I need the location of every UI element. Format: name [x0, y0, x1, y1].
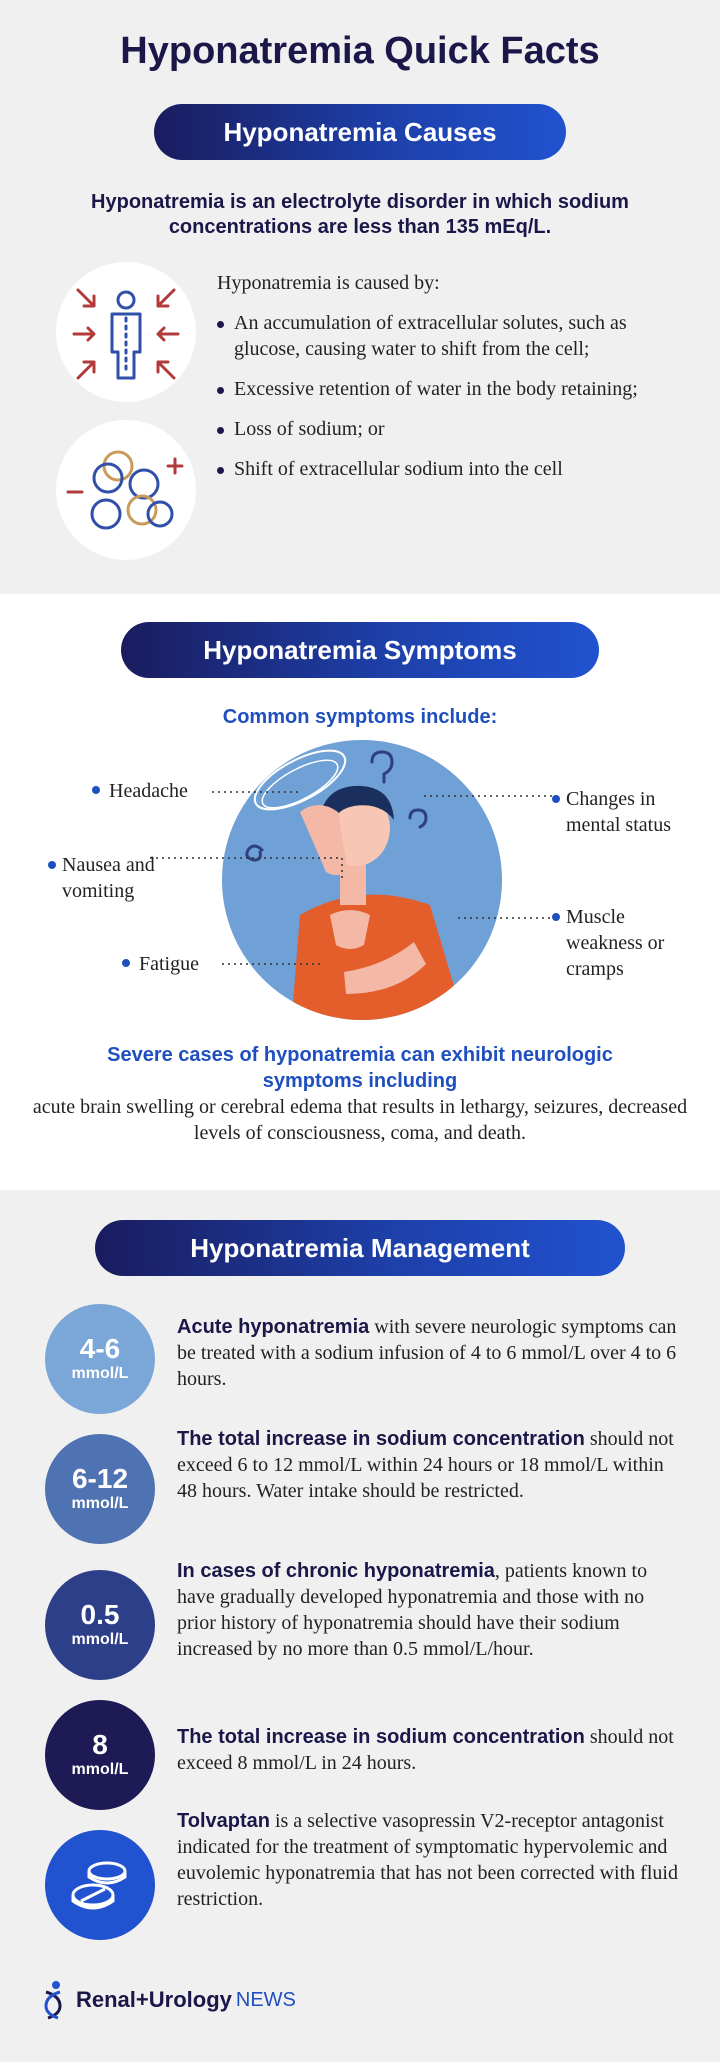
bullet-dot: [122, 959, 130, 967]
publisher-logo: [38, 1980, 296, 2020]
management-text: [177, 1808, 687, 1912]
body-pressure-icon: [56, 262, 196, 402]
management-text: [177, 1314, 687, 1392]
molecules-icon: [56, 420, 196, 560]
pills-icon: [65, 1855, 135, 1915]
symptom-headache: [92, 778, 188, 804]
bullet-dot: [92, 786, 100, 794]
management-bold: In cases of chronic hyponatremia: [177, 1560, 495, 1582]
management-text: [177, 1724, 687, 1776]
badge-value: 4-6: [79, 1333, 121, 1364]
logo-figure-icon: [38, 1980, 68, 2020]
symptom-muscle: [552, 904, 672, 982]
management-text: [177, 1426, 687, 1504]
logo-brand: Renal+Urology: [76, 1987, 232, 2012]
management-body: is a selective vasopressin V2-receptor antagonist indicated for the treatment of symptomatic hypervolemic and euvolemic hyponatremia that has not been corrected with fluid restriction.: [177, 1810, 678, 1910]
causes-list: [217, 310, 677, 496]
dose-badge: [45, 1304, 155, 1414]
management-bold: Tolvaptan: [177, 1810, 270, 1832]
bullet-dot: [48, 861, 56, 869]
symptom-label: Muscle weakness or cramps: [566, 906, 665, 980]
logo-suffix: NEWS: [235, 1988, 296, 2011]
causes-lead: Hyponatremia is an electrolyte disorder in which sodium concentrations are less than 135 mEq/L.: [91, 191, 629, 238]
badge-value: 0.5: [80, 1599, 120, 1630]
dose-badge: [45, 1700, 155, 1810]
management-text: [177, 1558, 687, 1662]
management-body: should not exceed 6 to 12 mmol/L within 24 hours or 18 mmol/L within 48 hours. Water intake should be restricted.: [177, 1428, 674, 1502]
management-body: , patients known to have gradually developed hyponatremia and those with no prior history of hyponatremia should have their sodium increased by no more than 0.5 mmol/L/hour.: [177, 1560, 648, 1660]
list-item: Shift of extracellular sodium into the cell: [217, 456, 677, 482]
management-body: should not exceed 8 mmol/L in 24 hours.: [177, 1726, 674, 1774]
management-heading: Hyponatremia Management: [95, 1220, 625, 1276]
badge-unit: mmol/L: [71, 1365, 129, 1382]
symptom-fatigue: [122, 951, 199, 977]
symptom-label: Headache: [109, 780, 188, 802]
symptoms-heading: Hyponatremia Symptoms: [121, 622, 599, 678]
causes-heading: Hyponatremia Causes: [154, 104, 566, 160]
symptom-label: Changes in mental status: [566, 788, 671, 836]
bullet-dot: [552, 795, 560, 803]
pill-badge: [45, 1830, 155, 1940]
dose-badge: [45, 1434, 155, 1544]
severe-body: acute brain swelling or cerebral edema that results in lethargy, seizures, decreased levels of consciousness, coma, and death.: [32, 1096, 688, 1144]
badge-unit: mmol/L: [71, 1631, 129, 1648]
page-title: Hyponatremia Quick Facts: [120, 30, 600, 72]
causes-intro: Hyponatremia is caused by:: [217, 272, 440, 294]
symptoms-lead: Common symptoms include:: [222, 706, 498, 728]
list-item: Excessive retention of water in the body retaining;: [217, 376, 677, 402]
symptom-nausea: [48, 852, 188, 904]
list-item: An accumulation of extracellular solutes, such as glucose, causing water to shift from the cell;: [217, 310, 677, 362]
badge-unit: mmol/L: [71, 1761, 129, 1778]
symptom-label: Fatigue: [139, 953, 199, 975]
severe-heading: Severe cases of hyponatremia can exhibit neurologic symptoms including: [107, 1044, 613, 1092]
symptom-mental-status: [552, 786, 672, 838]
management-body: with severe neurologic symptoms can be treated with a sodium infusion of 4 to 6 mmol/L over 4 to 6 hours.: [177, 1316, 677, 1390]
management-bold: Acute hyponatremia: [177, 1316, 370, 1338]
management-bold: The total increase in sodium concentration: [177, 1726, 585, 1748]
symptom-label: Nausea and vomiting: [62, 854, 155, 902]
management-bold: The total increase in sodium concentration: [177, 1428, 585, 1450]
badge-value: 8: [92, 1729, 108, 1760]
dose-badge: [45, 1570, 155, 1680]
bullet-dot: [552, 913, 560, 921]
badge-value: 6-12: [71, 1463, 129, 1494]
list-item: Loss of sodium; or: [217, 416, 677, 442]
badge-unit: mmol/L: [71, 1495, 129, 1512]
